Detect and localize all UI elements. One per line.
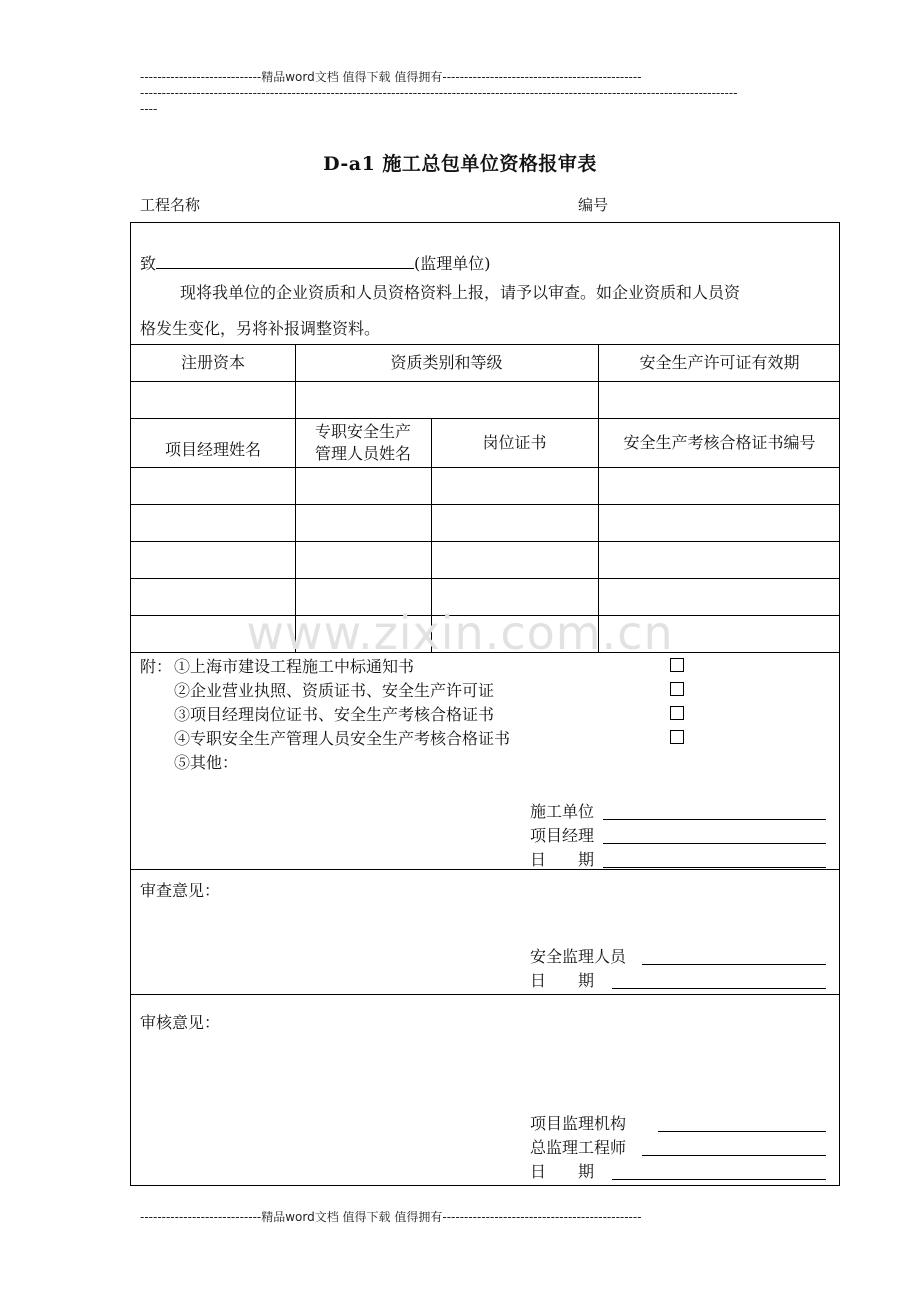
header-safety-staff-name [295, 418, 431, 467]
watermark: www.zixin.com.cn [246, 606, 674, 660]
supervision-org-field[interactable] [658, 1113, 826, 1132]
form-table [130, 222, 840, 1186]
header-banner-line-3: ---- [140, 102, 158, 116]
registered-capital-cell[interactable] [131, 381, 295, 418]
approval-opinion-label: 审核意见： [140, 1013, 221, 1032]
supervisor-unit-field[interactable] [156, 250, 414, 269]
contractor-date-field[interactable] [603, 849, 826, 868]
attachment-item-3: ③项目经理岗位证书、安全生产考核合格证书 [174, 705, 495, 724]
header-safety-license-validity: 安全生产许可证有效期 [639, 352, 800, 372]
rule [131, 652, 839, 653]
header-qualification-grade: 资质类别和等级 [390, 352, 503, 372]
rule [131, 578, 839, 579]
rule [131, 994, 839, 995]
header-banner-line-2: ------------------------------------------------------------------------------------------------------------------------------------------ [140, 86, 738, 100]
safety-supervisor-label: 安全监理人员 [530, 947, 627, 966]
contractor-date-label: 日 期 [530, 850, 595, 869]
chief-engineer-label: 总监理工程师 [530, 1138, 627, 1157]
attachment-item-2: ②企业营业执照、资质证书、安全生产许可证 [174, 681, 495, 700]
contractor-unit-label: 施工单位 [530, 802, 595, 821]
approval-date-field[interactable] [612, 1161, 826, 1180]
project-manager-field[interactable] [603, 825, 826, 844]
header-banner-line-1: ----------------------------精品word文档 值得下载 值得拥有---------------------------------------------- [140, 70, 642, 84]
header-safety-assessment-cert-no: 安全生产考核合格证书编号 [623, 432, 816, 452]
supervision-org-label: 项目监理机构 [530, 1114, 627, 1133]
addressee-prefix: 致 [140, 254, 157, 273]
attachment-checkbox-3[interactable] [670, 706, 684, 720]
contractor-unit-field[interactable] [603, 801, 826, 820]
safety-license-validity-cell[interactable] [598, 381, 841, 418]
approval-date-label: 日 期 [530, 1162, 595, 1181]
qualification-grade-cell[interactable] [295, 381, 598, 418]
attachment-item-1: ①上海市建设工程施工中标通知书 [174, 657, 415, 676]
rule [131, 504, 839, 505]
addressee-suffix: (监理单位) [414, 254, 491, 273]
header-registered-capital: 注册资本 [180, 352, 245, 372]
attachment-prefix: 附： [140, 657, 173, 676]
addressee-line [140, 250, 491, 274]
document-title: D-a1 施工总包单位资格报审表 [323, 153, 597, 175]
attachment-checkbox-4[interactable] [670, 730, 684, 744]
project-manager-label: 项目经理 [530, 826, 595, 845]
review-date-field[interactable] [612, 970, 826, 989]
project-name-label: 工程名称 [140, 196, 201, 214]
header-post-certificate: 岗位证书 [482, 432, 547, 452]
attachment-item-4: ④专职安全生产管理人员安全生产考核合格证书 [174, 729, 511, 748]
rule [131, 541, 839, 542]
number-label: 编号 [578, 196, 609, 214]
footer-banner: ----------------------------精品word文档 值得下载 值得拥有---------------------------------------------- [140, 1210, 642, 1224]
rule [131, 615, 839, 616]
chief-engineer-field[interactable] [642, 1137, 826, 1156]
review-date-label: 日 期 [530, 971, 595, 990]
review-opinion-label: 审查意见： [140, 881, 221, 900]
attachment-item-5: ⑤其他： [174, 753, 239, 772]
header-safety-staff-line-1: 专职安全生产 [314, 421, 411, 441]
safety-supervisor-field[interactable] [642, 946, 826, 965]
rule [131, 869, 839, 870]
header-project-manager-name: 项目经理姓名 [164, 439, 261, 459]
declaration-line-2: 格发生变化，另将补报调整资料。 [140, 319, 381, 338]
declaration-line-1: 现将我单位的企业资质和人员资格资料上报，请予以审查。如企业资质和人员资 [180, 283, 741, 302]
header-safety-staff-line-2: 管理人员姓名 [314, 443, 411, 463]
attachment-checkbox-2[interactable] [670, 682, 684, 696]
attachment-checkbox-1[interactable] [670, 658, 684, 672]
